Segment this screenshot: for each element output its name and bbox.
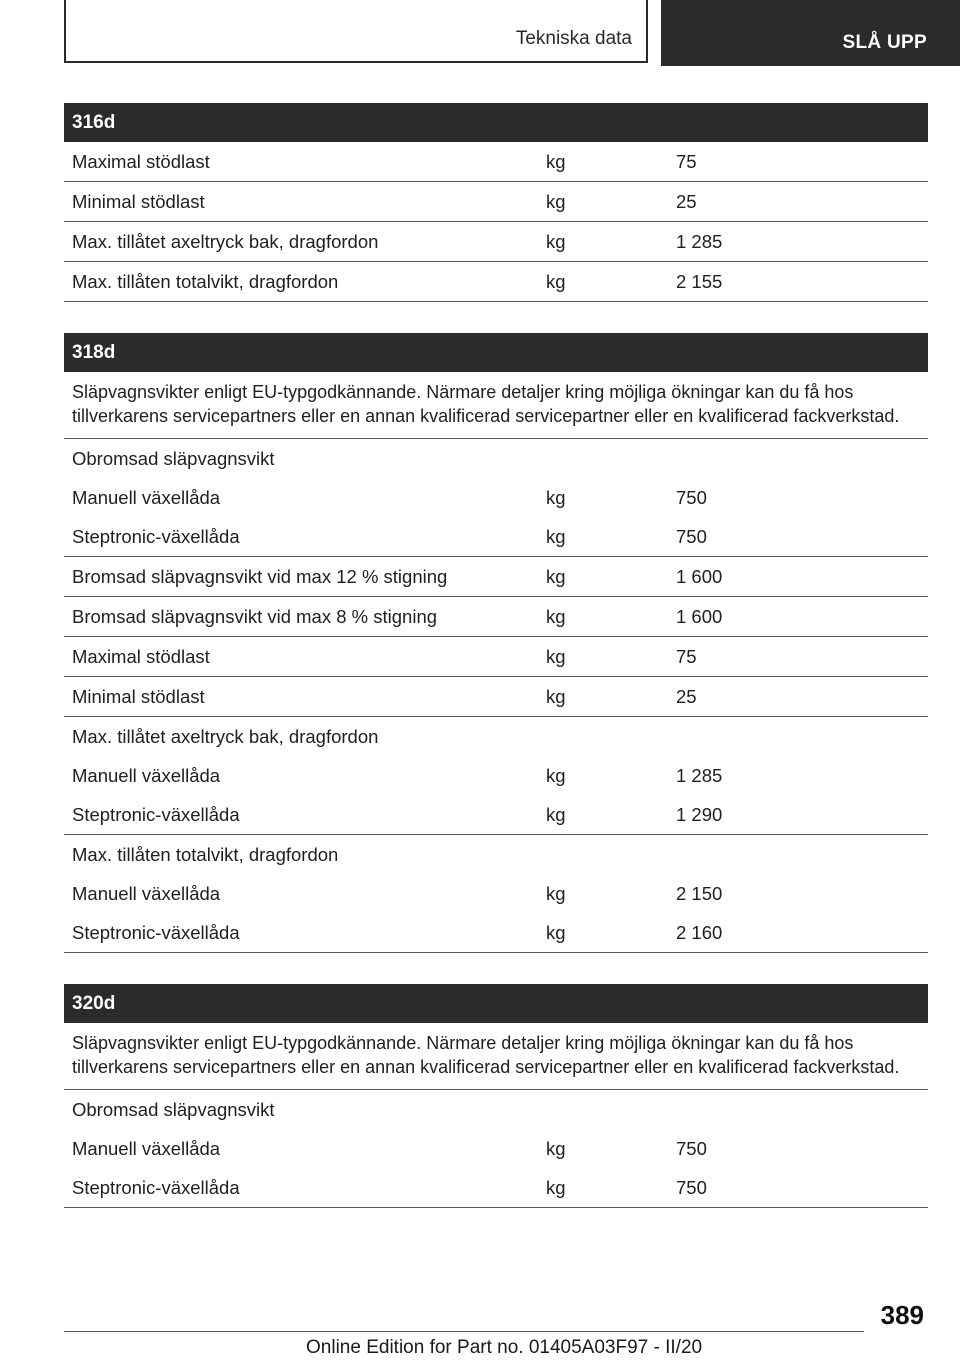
section-320d bbox=[64, 984, 928, 1208]
table-row bbox=[64, 262, 928, 302]
table-row bbox=[64, 439, 928, 478]
row-value: 1 600 bbox=[676, 606, 723, 627]
table-row bbox=[64, 478, 928, 517]
row-label: Steptronic-växellåda bbox=[72, 804, 240, 825]
edition-text: Online Edition for Part no. 01405A03F97 - II/20 bbox=[306, 1337, 703, 1358]
row-label: Maximal stödlast bbox=[72, 646, 210, 667]
row-value: 2 160 bbox=[676, 922, 723, 943]
row-unit: kg bbox=[546, 883, 566, 904]
table-row bbox=[64, 637, 928, 677]
row-label: Steptronic-växellåda bbox=[72, 526, 240, 547]
table-row bbox=[64, 913, 928, 953]
row-unit: kg bbox=[546, 765, 566, 786]
row-value: 1 290 bbox=[676, 804, 723, 825]
page-number: 389 bbox=[880, 1300, 924, 1330]
row-label: Manuell växellåda bbox=[72, 487, 221, 508]
row-unit: kg bbox=[546, 566, 566, 587]
row-label: Max. tillåten totalvikt, dragfordon bbox=[72, 844, 339, 865]
table-row bbox=[64, 717, 928, 756]
table-row bbox=[64, 795, 928, 835]
row-unit: kg bbox=[546, 1138, 566, 1159]
sla-upp-label: SLÅ UPP bbox=[842, 32, 927, 53]
row-unit: kg bbox=[546, 231, 566, 252]
section-heading: 318d bbox=[64, 333, 928, 372]
table-row bbox=[64, 517, 928, 557]
table-row bbox=[64, 756, 928, 795]
row-unit: kg bbox=[546, 151, 566, 172]
row-label: Minimal stödlast bbox=[72, 686, 205, 707]
row-unit: kg bbox=[546, 922, 566, 943]
section-heading: 320d bbox=[64, 984, 928, 1023]
row-label: Steptronic-växellåda bbox=[72, 1177, 240, 1198]
row-unit: kg bbox=[546, 526, 566, 547]
row-label: Bromsad släpvagnsvikt vid max 8 % stigning bbox=[72, 606, 438, 627]
row-value: 1 600 bbox=[676, 566, 723, 587]
section-title: Tekniska data bbox=[515, 28, 632, 49]
row-value: 25 bbox=[676, 686, 697, 707]
row-unit: kg bbox=[546, 271, 566, 292]
row-label: Obromsad släpvagnsvikt bbox=[72, 448, 275, 469]
section-318d bbox=[64, 333, 928, 953]
row-label: Minimal stödlast bbox=[72, 191, 205, 212]
row-value: 75 bbox=[676, 151, 697, 172]
table-row bbox=[64, 677, 928, 717]
row-label: Maximal stödlast bbox=[72, 151, 210, 172]
row-label: Max. tillåtet axeltryck bak, dragfordon bbox=[72, 726, 379, 747]
row-value: 750 bbox=[676, 1177, 707, 1198]
row-unit: kg bbox=[546, 646, 566, 667]
row-value: 1 285 bbox=[676, 231, 723, 252]
section-heading: 316d bbox=[64, 103, 928, 142]
row-value: 2 150 bbox=[676, 883, 723, 904]
table-row bbox=[64, 1090, 928, 1129]
footer-divider bbox=[64, 1331, 864, 1332]
table-row bbox=[64, 874, 928, 913]
table-row bbox=[64, 597, 928, 637]
spec-content bbox=[64, 103, 928, 1239]
row-value: 750 bbox=[676, 1138, 707, 1159]
page-footer bbox=[0, 1300, 960, 1362]
section-note: Släpvagnsvikter enligt EU-typgodkännande. Närmare detaljer kring möjliga ökningar kan du få hos tillverkarens servicepartners eller en annan kvalificerad servicepartner eller en kvalificerad fackverkstad. bbox=[64, 372, 928, 439]
table-row bbox=[64, 1129, 928, 1168]
row-value: 25 bbox=[676, 191, 697, 212]
row-label: Manuell växellåda bbox=[72, 1138, 221, 1159]
section-title-tab bbox=[64, 0, 648, 63]
table-row bbox=[64, 1168, 928, 1208]
row-value: 2 155 bbox=[676, 271, 723, 292]
row-label: Manuell växellåda bbox=[72, 765, 221, 786]
table-row bbox=[64, 182, 928, 222]
table-row bbox=[64, 142, 928, 182]
row-label: Bromsad släpvagnsvikt vid max 12 % stigning bbox=[72, 566, 448, 587]
row-unit: kg bbox=[546, 606, 566, 627]
sla-upp-button[interactable] bbox=[661, 0, 960, 66]
table-row bbox=[64, 557, 928, 597]
row-unit: kg bbox=[546, 191, 566, 212]
row-value: 750 bbox=[676, 526, 707, 547]
row-label: Manuell växellåda bbox=[72, 883, 221, 904]
page-header bbox=[64, 0, 960, 66]
table-row bbox=[64, 835, 928, 874]
row-value: 750 bbox=[676, 487, 707, 508]
section-316d bbox=[64, 103, 928, 302]
row-label: Max. tillåtet axeltryck bak, dragfordon bbox=[72, 231, 379, 252]
row-label: Max. tillåten totalvikt, dragfordon bbox=[72, 271, 339, 292]
row-unit: kg bbox=[546, 487, 566, 508]
table-row bbox=[64, 222, 928, 262]
section-note: Släpvagnsvikter enligt EU-typgodkännande. Närmare detaljer kring möjliga ökningar kan du få hos tillverkarens servicepartners eller en annan kvalificerad servicepartner eller en kvalificerad fackverkstad. bbox=[64, 1023, 928, 1090]
row-unit: kg bbox=[546, 1177, 566, 1198]
row-unit: kg bbox=[546, 804, 566, 825]
row-unit: kg bbox=[546, 686, 566, 707]
row-label: Steptronic-växellåda bbox=[72, 922, 240, 943]
row-value: 1 285 bbox=[676, 765, 723, 786]
row-label: Obromsad släpvagnsvikt bbox=[72, 1099, 275, 1120]
row-value: 75 bbox=[676, 646, 697, 667]
